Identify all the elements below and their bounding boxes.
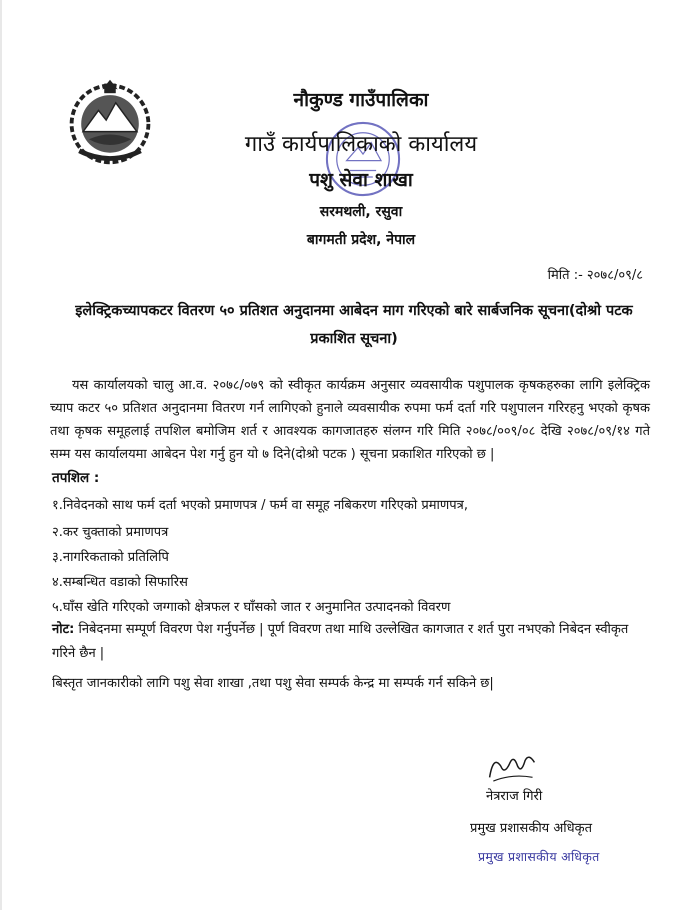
notice-body: यस कार्यालयको चालु आ.व. २०७८/०७९ को स्वीकृत कार्यक्रम अनुसार व्यवसायीक पशुपालक कृषकहरुका लागि इलेक्ट्रिक च्याप कटर ५० प्रतिशत अनुदानमा वितरण गर्न लागिएको हुनाले व्यवसायीक रुपमा फर्म दर्ता गरि पशुपालन गरिरहनु भएको कृषक तथा कृषक समूहलाई तपशिल बमोजिम शर्त र आवश्यक कागजातहरु संलग्न गरि मिति २०७८/००९/०८ देखि २०७८/०९/१४ गते सम्म यस कार्यालयमा आबेदन पेश गर्नु हुन यो ७ दिने(दोश्रो पटक ) सूचना प्रकाशित गरिएको छ |	[50, 378, 650, 462]
note-paragraph	[52, 618, 642, 666]
signatory-title: प्रमुख प्रशासकीय अधिकृत	[470, 821, 593, 836]
address-line-2: बागमती प्रदेश, नेपाल	[306, 232, 416, 248]
page-edge	[0, 0, 2, 910]
signatory-name: नेत्रराज गिरी	[486, 789, 543, 804]
details-item: ५.घाँस खेति गरिएको जग्गाको क्षेत्रफल र घाँसको जात र अनुमानित उत्पादनको विवरण	[52, 600, 451, 615]
details-heading: तपशिल :	[52, 470, 100, 486]
more-info-text: बिस्तृत जानकारीको लागि पशु सेवा शाखा ,तथा पशु सेवा सम्पर्क केन्द्र मा सम्पर्क गर्न सकिने छ|	[52, 676, 494, 691]
executive-office-name: गाउँ कार्यपालिकाको कार्यालय	[244, 132, 478, 157]
details-item: १.निवेदनको साथ फर्म दर्ता भएको प्रमाणपत्र / फर्म वा समूह नबिकरण गरिएको प्रमाणपत्र,	[52, 498, 468, 513]
address-line-1: सरमथली, रसुवा	[319, 204, 403, 220]
note-label: नोट:	[52, 622, 75, 637]
handwritten-signature	[484, 748, 540, 788]
notice-subject: इलेक्ट्रिकच्यापकटर वितरण ५० प्रतिशत अनुदानमा आबेदन माग गरिएको बारे सार्बजनिक सूचना(दोश्रो पटक प्रकाशित सूचना)	[75, 303, 633, 347]
nepal-emblem-icon	[62, 74, 158, 170]
municipality-name: नौकुण्ड गाउँपालिका	[293, 89, 429, 111]
note-text: निबेदनमा सम्पूर्ण विवरण पेश गर्नुपर्नेछ | पूर्ण विवरण तथा माथि उल्लेखित कागजात र शर्त पुरा नभएको निबेदन स्वीकृत गरिने छैन |	[52, 622, 629, 661]
details-item: २.कर चुक्ताको प्रमाणपत्र	[52, 525, 169, 540]
designation-stamp: प्रमुख प्रशासकीय अधिकृत	[478, 849, 600, 864]
notice-date: मिति :- २०७८/०९/८	[547, 268, 643, 283]
details-item: ३.नागरिकताको प्रतिलिपि	[52, 550, 169, 565]
details-item: ४.सम्बन्धित वडाको सिफारिस	[52, 575, 188, 590]
branch-name: पशु सेवा शाखा	[309, 169, 413, 191]
